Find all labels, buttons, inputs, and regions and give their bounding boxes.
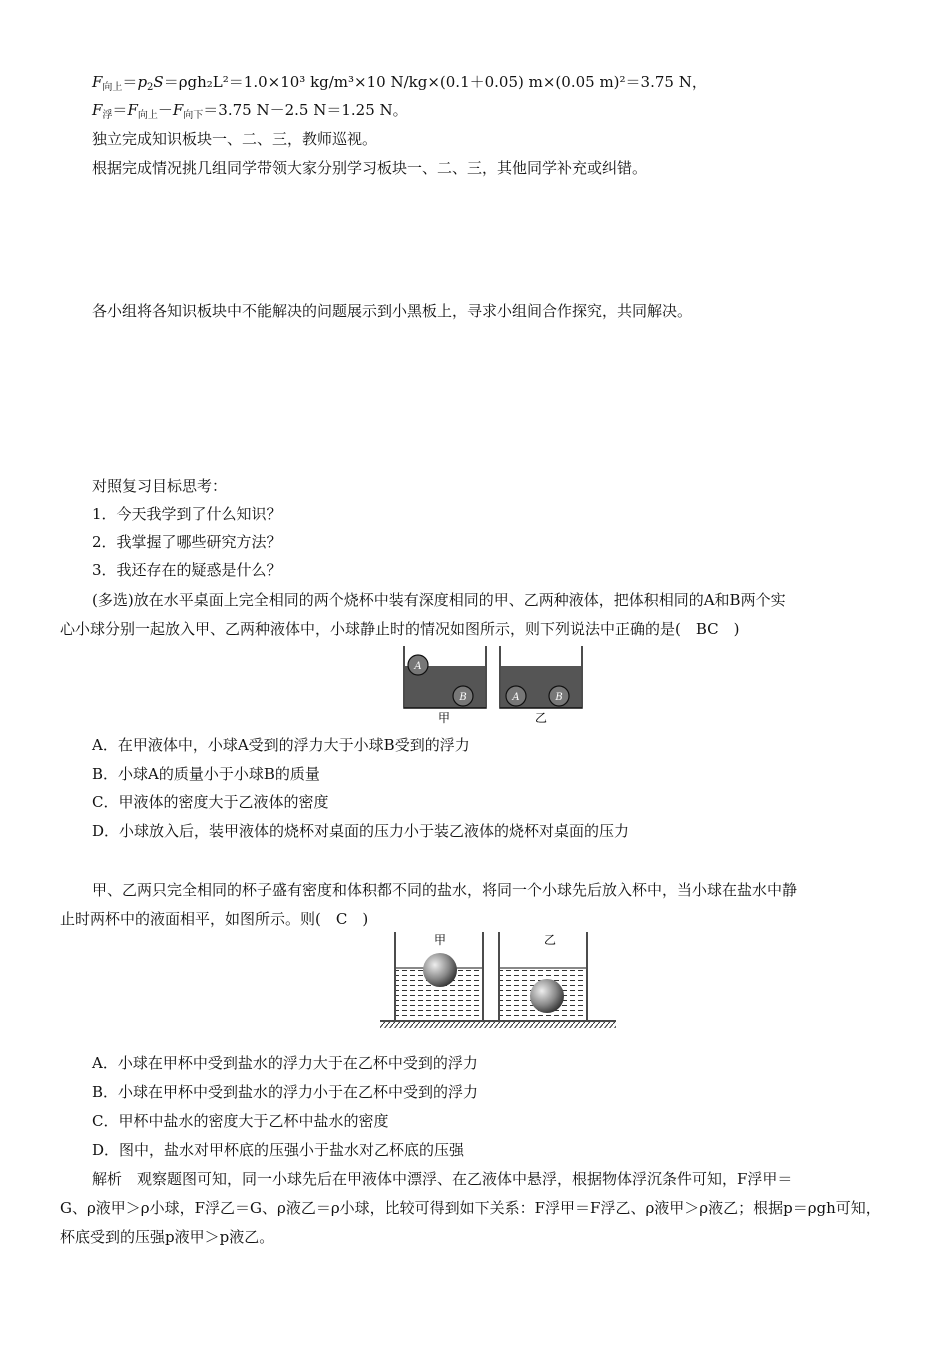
reflect-title: 对照复习目标思考：	[92, 477, 228, 495]
formula-rest: ＝ρgh₂L²＝1.0×10³ kg/m³×10 N/kg×(0.1＋0.05) m×(0.05 m)²＝3.75 N，	[163, 73, 707, 91]
symbol-s: S	[153, 73, 164, 91]
minus: －	[157, 101, 173, 119]
cup-label-left: 甲	[433, 933, 447, 947]
reflect-item: 1．今天我学到了什么知识？	[92, 505, 282, 523]
q2-analysis-line-3: 杯底受到的压强p液甲＞p液乙。	[60, 1228, 275, 1246]
subscript: 向下	[183, 110, 204, 121]
subscript: 2	[147, 82, 154, 93]
q2-figure	[378, 928, 618, 1030]
subscript: 向上	[102, 82, 123, 93]
symbol-f: F	[127, 101, 138, 119]
q1-option: B．小球A的质量小于小球B的质量	[92, 765, 320, 783]
ball-a-label: A	[414, 661, 422, 672]
q1-figure	[400, 644, 600, 726]
ball-a-label: A	[512, 692, 520, 703]
q1-stem-line-1: (多选)放在水平桌面上完全相同的两个烧杯中装有深度相同的甲、乙两种液体，把体积相同的A和B两个实	[92, 591, 786, 609]
subscript: 向上	[137, 110, 158, 121]
ball-b-label: B	[555, 692, 563, 703]
paragraph-1: 独立完成知识板块一、二、三，教师巡视。	[92, 130, 378, 148]
cup-left	[395, 932, 483, 1020]
formula-line-1	[92, 72, 707, 98]
symbol-f: F	[92, 101, 103, 119]
q1-stem-line-2: 心小球分别一起放入甲、乙两种液体中，小球静止时的情况如图所示，则下列说法中正确的是( BC )	[60, 620, 740, 638]
formula-rest: ＝3.75 N－2.5 N＝1.25 N。	[203, 101, 408, 119]
q2-option: C．甲杯中盐水的密度大于乙杯中盐水的密度	[92, 1112, 389, 1130]
q2-stem-line-2: 止时两杯中的液面相平，如图所示。则( C )	[60, 910, 369, 928]
equals: ＝	[112, 101, 128, 119]
q2-analysis-line-2: G、ρ液甲＞ρ小球，F浮乙＝G、ρ液乙＝ρ小球，比较可得到如下关系：F浮甲＝F浮乙、ρ液甲＞ρ液乙；根据p＝ρgh可知，	[60, 1199, 881, 1217]
cup-right	[499, 932, 587, 1020]
beaker-left	[404, 646, 486, 725]
q1-option: A．在甲液体中，小球A受到的浮力大于小球B受到的浮力	[92, 736, 470, 754]
q2-option: B．小球在甲杯中受到盐水的浮力小于在乙杯中受到的浮力	[92, 1083, 479, 1101]
reflect-item: 2．我掌握了哪些研究方法？	[92, 533, 282, 551]
cup-label-right: 乙	[534, 711, 548, 725]
paragraph-3: 各小组将各知识板块中不能解决的问题展示到小黑板上，寻求小组间合作探究，共同解决。	[92, 302, 693, 320]
ball-b-label: B	[459, 692, 467, 703]
subscript: 浮	[102, 110, 113, 121]
cup-label-left: 甲	[437, 711, 451, 725]
q1-option: D．小球放入后，装甲液体的烧杯对桌面的压力小于装乙液体的烧杯对桌面的压力	[92, 822, 630, 840]
paragraph-2: 根据完成情况挑几组同学带领大家分别学习板块一、二、三，其他同学补充或纠错。	[92, 159, 648, 177]
table-surface	[380, 1021, 616, 1028]
q2-option: A．小球在甲杯中受到盐水的浮力大于在乙杯中受到的浮力	[92, 1054, 478, 1072]
cup-label-right: 乙	[543, 933, 557, 947]
symbol-p: p	[137, 73, 148, 91]
q2-stem-line-1: 甲、乙两只完全相同的杯子盛有密度和体积都不同的盐水，将同一个小球先后放入杯中，当小球在盐水中静	[92, 881, 798, 899]
q1-option: C．甲液体的密度大于乙液体的密度	[92, 793, 329, 811]
beaker-right	[500, 646, 582, 725]
symbol-f: F	[172, 101, 184, 119]
q2-option: D．图中，盐水对甲杯底的压强小于盐水对乙杯底的压强	[92, 1141, 465, 1159]
formula-line-2	[92, 100, 408, 126]
reflect-item: 3．我还存在的疑惑是什么？	[92, 561, 282, 579]
ball-floating	[423, 953, 457, 987]
q2-analysis-line-1: 解析 观察题图可知，同一小球先后在甲液体中漂浮、在乙液体中悬浮，根据物体浮沉条件可知，F浮甲＝	[92, 1170, 793, 1188]
symbol-f: F	[92, 73, 103, 91]
ball-suspended	[530, 979, 564, 1013]
equals: ＝	[122, 73, 138, 91]
